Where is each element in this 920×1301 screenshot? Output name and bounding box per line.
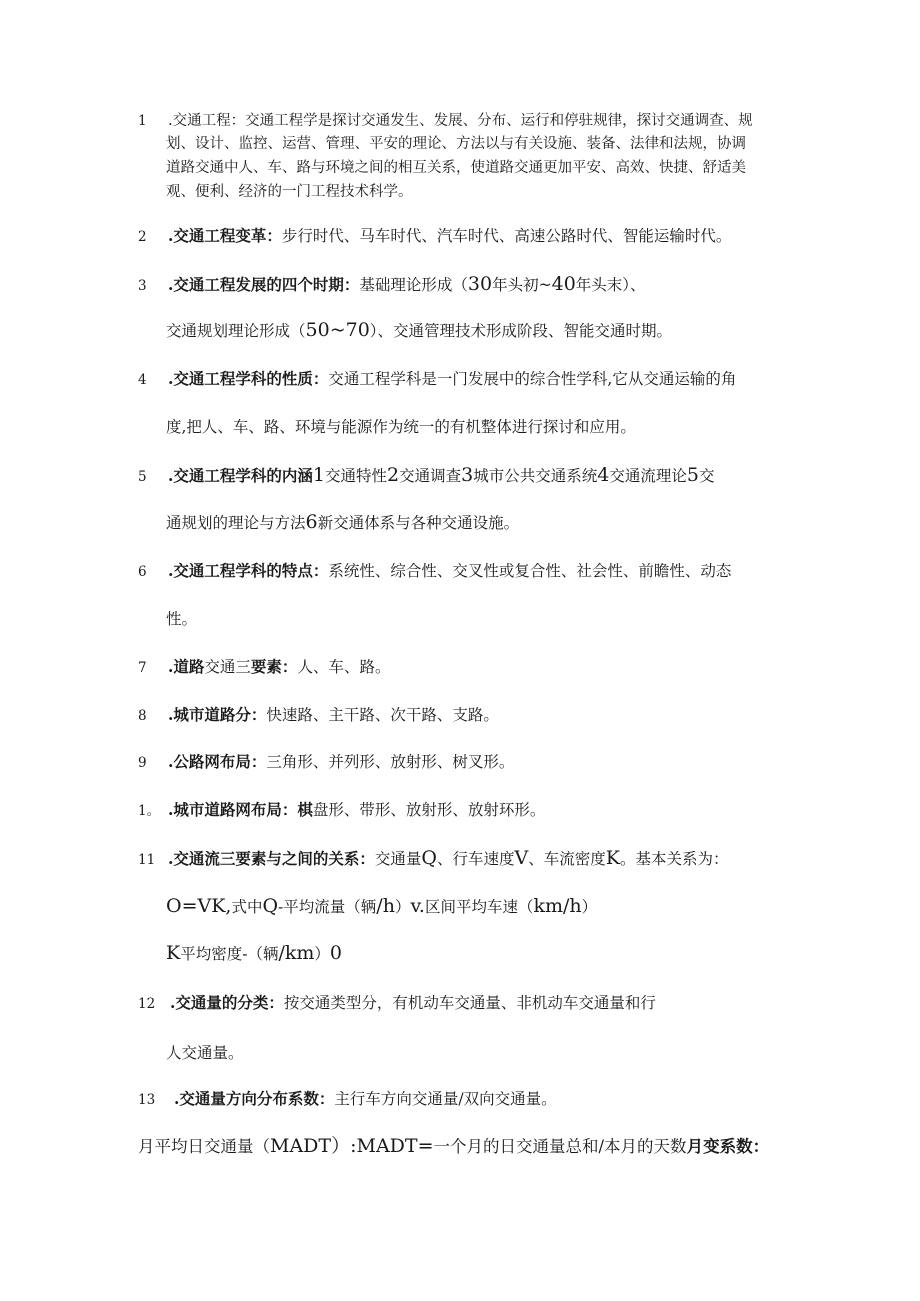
item-number: 1 bbox=[138, 113, 147, 129]
item-text: ）、交通管理技术形成阶段、智能交通时期。 bbox=[369, 322, 673, 340]
item-number-value: 3 bbox=[461, 464, 474, 486]
item-text: 按交通类型分，有机动车交通量、非机动车交通量和行 bbox=[283, 994, 656, 1012]
item-text: 式中 bbox=[231, 898, 263, 916]
item-number-value: 2 bbox=[387, 464, 400, 486]
item-text: ） bbox=[581, 898, 598, 916]
monthly-coefficient-term: 月变系数： bbox=[686, 1137, 770, 1156]
item-4-line-2: 度,把人、车、路、环境与能源作为统一的有机整体进行探讨和应用。 bbox=[166, 418, 636, 436]
item-text: 交通调查 bbox=[399, 467, 462, 485]
item-text: 、车流密度 bbox=[528, 850, 606, 868]
item-number: 7 bbox=[138, 660, 147, 676]
item-text: 交通规划理论形成（ bbox=[166, 322, 306, 340]
item-text: ） bbox=[314, 945, 330, 963]
item-text: 主行车方向交通量/双向交通量。 bbox=[334, 1090, 557, 1108]
item-text: 。基本关系为： bbox=[619, 850, 729, 868]
item-text: 系统性、综合性、交叉性或复合性、社会性、前瞻性、动态 bbox=[328, 562, 732, 580]
madt-formula: ）:MADT= bbox=[331, 1135, 434, 1157]
item-text: 年头末）、 bbox=[575, 276, 646, 294]
item-text: 盘形、带形、放射形、放射环形。 bbox=[312, 801, 546, 819]
formula-symbol: V bbox=[514, 847, 529, 869]
item-term: .道路 bbox=[168, 657, 205, 676]
item-8 bbox=[138, 705, 499, 726]
item-text: 交通工程学是探讨交通发生、发展、分布、运行和停驻规律，探讨交通调查、规 bbox=[245, 113, 753, 129]
item-number-value: 1 bbox=[312, 464, 325, 486]
item-11-line-3 bbox=[166, 943, 342, 964]
unit: /km bbox=[278, 942, 315, 964]
item-5-line-2 bbox=[166, 512, 519, 533]
item-5-line-1 bbox=[138, 465, 714, 487]
formula-symbol: 0 bbox=[329, 942, 342, 964]
formula-symbol: Q bbox=[262, 895, 279, 917]
unit: /h bbox=[376, 895, 395, 917]
item-term: .交通量方向分布系数： bbox=[174, 1089, 335, 1108]
item-number-value: 6 bbox=[305, 511, 318, 533]
item-number: 6 bbox=[138, 564, 147, 580]
item-text: 城市公共交通系统 bbox=[473, 467, 598, 485]
formula-symbol: Q bbox=[421, 847, 437, 869]
item-3-line-1 bbox=[138, 274, 646, 296]
formula: O=VK, bbox=[166, 895, 232, 917]
item-text: 新交通体系与各种交通设施。 bbox=[317, 514, 520, 532]
item-6-line-1 bbox=[138, 561, 731, 582]
item-number-value: 4 bbox=[597, 464, 610, 486]
item-term: .交通工程学科的特点： bbox=[168, 561, 329, 580]
item-1-line-4: 观、便利、经济的一门工程技术科学。 bbox=[166, 184, 413, 200]
madt-abbrev: MADT bbox=[270, 1135, 332, 1157]
item-term: .交通工程学科的性质： bbox=[168, 369, 329, 388]
item-text: 、行车速度 bbox=[437, 850, 515, 868]
item-number: 11 bbox=[138, 852, 156, 868]
item-term: .城市道路分： bbox=[168, 705, 267, 724]
item-text: 三角形、并列形、放射形、树叉形。 bbox=[266, 753, 515, 771]
item-term: .交通量的分类： bbox=[170, 993, 284, 1012]
item-term: .交通工程学科的内涵 bbox=[168, 466, 313, 485]
item-term: 要素： bbox=[250, 657, 298, 676]
item-number: 12 bbox=[138, 996, 156, 1012]
item-text: 年头初~ bbox=[492, 276, 552, 294]
item-number: 3 bbox=[138, 278, 147, 294]
item-text: 交 bbox=[698, 467, 715, 485]
item-term-plain: 交通三 bbox=[204, 658, 251, 676]
item-11-line-1 bbox=[138, 848, 728, 870]
unit: km/h bbox=[533, 895, 582, 917]
item-number-value: 50~70 bbox=[305, 319, 370, 341]
item-3-line-2 bbox=[166, 320, 672, 341]
item-text: 平均密度-（辆 bbox=[180, 945, 279, 963]
item-term: .交通工程发展的四个时期： bbox=[168, 275, 360, 294]
item-text: -平均流量（辆 bbox=[278, 898, 377, 916]
item-number: 13 bbox=[138, 1092, 156, 1108]
item-text: 交通量 bbox=[374, 850, 422, 868]
item-number: 9 bbox=[138, 755, 147, 771]
item-number: 1。 bbox=[138, 803, 161, 819]
item-number: 8 bbox=[138, 708, 147, 724]
madt-definition: 一个月的日交通量总和/本月的天数 bbox=[433, 1137, 687, 1156]
item-1-line-1 bbox=[138, 110, 753, 131]
item-term: .公路网布局： bbox=[168, 752, 267, 771]
item-2 bbox=[138, 226, 731, 247]
item-number: 2 bbox=[138, 229, 147, 245]
item-term: .城市道路网布局： bbox=[168, 800, 298, 819]
item-text: 区间平均车速（ bbox=[424, 898, 534, 916]
item-number-value: 40 bbox=[551, 273, 576, 295]
item-9 bbox=[138, 752, 514, 773]
item-term: .交通流三要素与之间的关系： bbox=[168, 849, 375, 868]
formula-symbol: K bbox=[166, 942, 181, 964]
item-1-line-3: 道路交通中人、车、路与环境之间的相互关系，使道路交通更加平安、高效、快捷、舒适美 bbox=[166, 160, 746, 176]
item-term: .交通工程： bbox=[168, 113, 246, 129]
madt-label: 月平均日交通量（ bbox=[138, 1137, 270, 1156]
item-text: 通规划的理论与方法 bbox=[166, 514, 306, 532]
item-12-line-1 bbox=[138, 993, 656, 1014]
item-number: 4 bbox=[138, 372, 147, 388]
item-13 bbox=[138, 1089, 557, 1110]
item-text: ） bbox=[394, 898, 411, 916]
item-text: 快速路、主干路、次干路、支路。 bbox=[266, 706, 499, 724]
formula-symbol: v. bbox=[410, 895, 425, 917]
item-number-value: 30 bbox=[467, 273, 493, 295]
item-text: 交通特性 bbox=[325, 467, 388, 485]
item-text: 人、车、路。 bbox=[297, 658, 391, 676]
item-term: .交通工程变革： bbox=[168, 226, 282, 245]
item-number-value: 5 bbox=[686, 464, 699, 486]
item-6-line-2: 性。 bbox=[166, 610, 198, 628]
item-text: 步行时代、马车时代、汽车时代、高速公路时代、智能运输时代。 bbox=[281, 227, 732, 245]
item-12-line-2: 人交通量。 bbox=[166, 1044, 244, 1062]
item-term: 棋 bbox=[297, 800, 313, 819]
item-text: 交通工程学科是一门发展中的综合性学科,它从交通运输的角 bbox=[328, 370, 737, 388]
formula-symbol: K bbox=[605, 847, 620, 869]
item-11-line-2 bbox=[166, 896, 597, 917]
item-text: 基础理论形成（ bbox=[359, 276, 468, 294]
item-7 bbox=[138, 657, 390, 678]
item-1-line-2: 划、设计、监控、运营、管理、平安的理论、方法以与有关设施、装备、法律和法规，协调 bbox=[166, 136, 746, 152]
madt-line bbox=[138, 1136, 769, 1157]
item-text: 交通流理论 bbox=[609, 467, 687, 485]
item-4-line-1 bbox=[138, 369, 736, 390]
item-10 bbox=[138, 800, 545, 821]
item-number: 5 bbox=[138, 469, 147, 485]
